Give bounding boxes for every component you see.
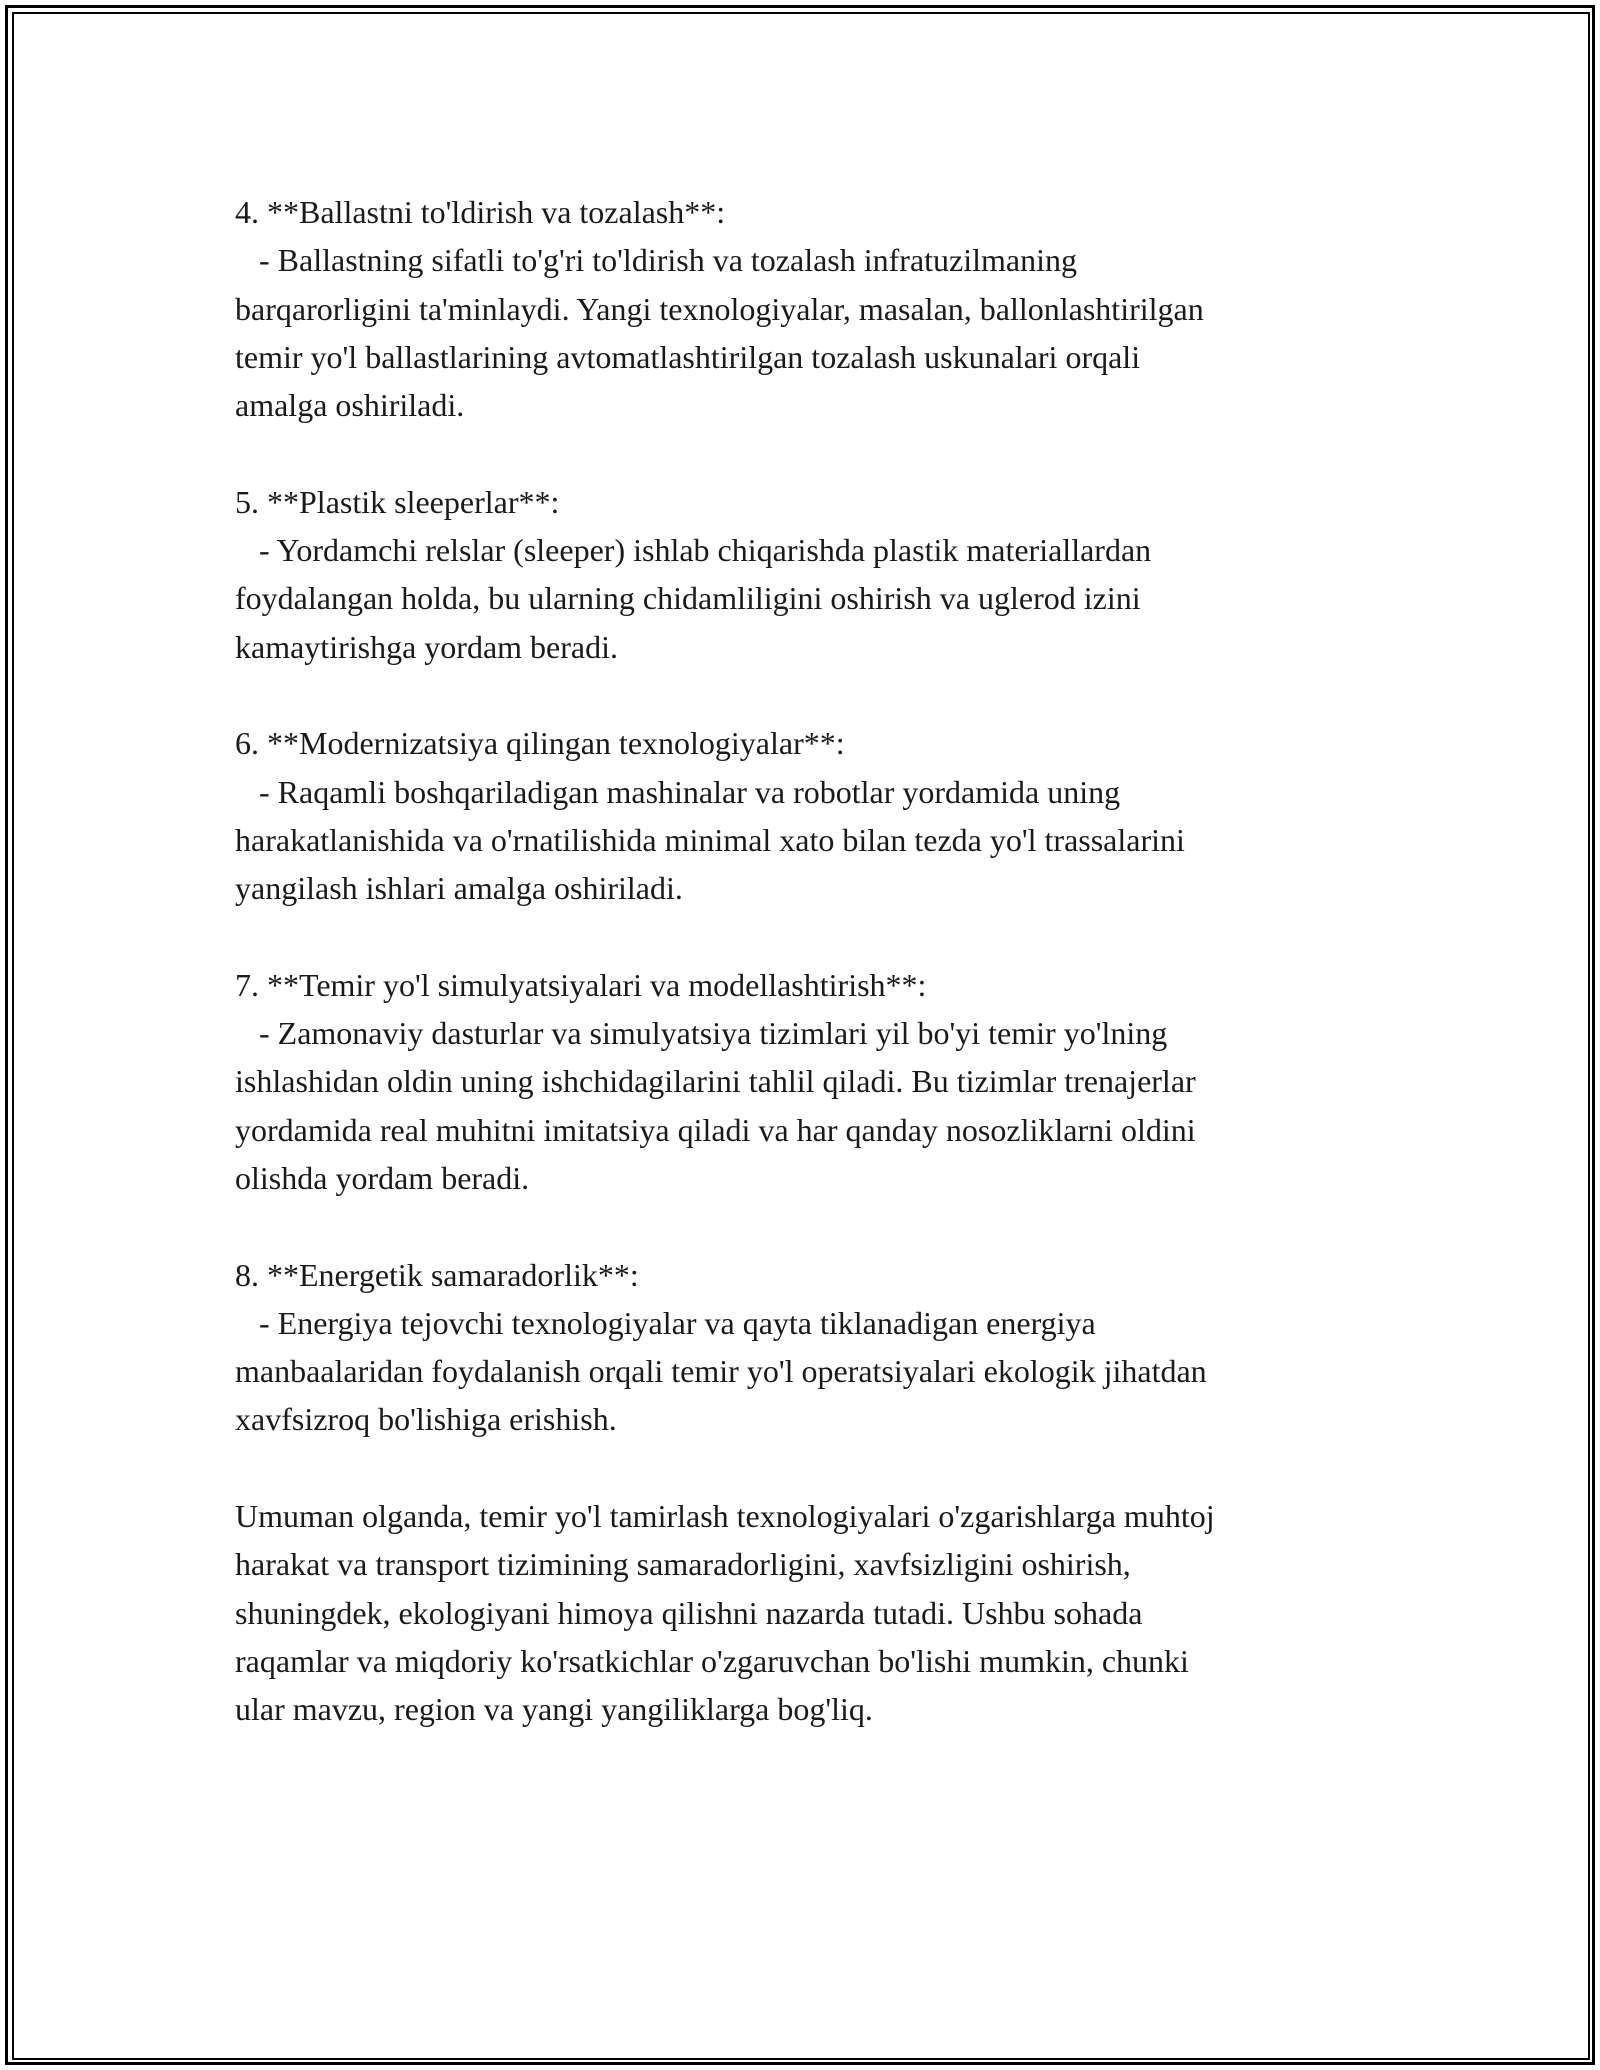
document-body <box>235 188 1385 1782</box>
section-energy-efficiency <box>235 1251 1385 1444</box>
paragraph-line: Umuman olganda, temir yo'l tamirlash texnologiyalari o'zgarishlarga muhtoj <box>235 1498 1215 1535</box>
paragraph-line: harakatlanishida va o'rnatilishida minimal xato bilan tezda yo'l trassalarini <box>235 821 1185 858</box>
paragraph-line: raqamlar va miqdoriy ko'rsatkichlar o'zgaruvchan bo'lishi mumkin, chunki <box>235 1642 1189 1679</box>
paragraph-line: amalga oshiriladi. <box>235 387 465 424</box>
paragraph-line: - Yordamchi relslar (sleeper) ishlab chiqarishda plastik materiallardan <box>235 532 1152 569</box>
section-modernized-tech <box>235 719 1385 912</box>
paragraph-line: - Raqamli boshqariladigan mashinalar va robotlar yordamida uning <box>235 773 1121 810</box>
paragraph-line: harakat va transport tizimining samaradorligini, xavfsizligini oshirish, <box>235 1546 1131 1583</box>
paragraph-line: temir yo'l ballastlarining avtomatlashtirilgan tozalash uskunalari orqali <box>235 338 1141 375</box>
paragraph-line: ular mavzu, region va yangi yangiliklarga bog'liq. <box>235 1691 873 1728</box>
section-heading: 8. **Energetik samaradorlik**: <box>235 1256 639 1293</box>
paragraph-line: manbaalaridan foydalanish orqali temir yo'l operatsiyalari ekologik jihatdan <box>235 1353 1207 1390</box>
paragraph-line: shuningdek, ekologiyani himoya qilishni nazarda tutadi. Ushbu sohada <box>235 1594 1143 1631</box>
section-conclusion <box>235 1492 1385 1733</box>
section-heading: 7. **Temir yo'l simulyatsiyalari va modellashtirish**: <box>235 966 927 1003</box>
paragraph-line: yangilash ishlari amalga oshiriladi. <box>235 870 683 907</box>
paragraph-line: barqarorligini ta'minlaydi. Yangi texnologiyalar, masalan, ballonlashtirilgan <box>235 290 1204 327</box>
paragraph-line: - Zamonaviy dasturlar va simulyatsiya tizimlari yil bo'yi temir yo'lning <box>235 1015 1168 1052</box>
paragraph-line: yordamida real muhitni imitatsiya qiladi va har qanday nosozliklarni oldini <box>235 1111 1196 1148</box>
section-heading: 5. **Plastik sleeperlar**: <box>235 483 560 520</box>
section-plastic-sleepers <box>235 478 1385 671</box>
paragraph-line: - Energiya tejovchi texnologiyalar va qayta tiklanadigan energiya <box>235 1304 1096 1341</box>
paragraph-line: ishlashidan oldin uning ishchidagilarini tahlil qiladi. Bu tizimlar trenajerlar <box>235 1063 1196 1100</box>
section-ballast <box>235 188 1385 429</box>
section-simulation <box>235 961 1385 1202</box>
paragraph-line: kamaytirishga yordam beradi. <box>235 628 618 665</box>
section-heading: 6. **Modernizatsiya qilingan texnologiyalar**: <box>235 725 845 762</box>
paragraph-line: - Ballastning sifatli to'g'ri to'ldirish va tozalash infratuzilmaning <box>235 242 1078 279</box>
paragraph-line: olishda yordam beradi. <box>235 1159 530 1196</box>
paragraph-line: xavfsizroq bo'lishiga erishish. <box>235 1401 617 1438</box>
section-heading: 4. **Ballastni to'ldirish va tozalash**: <box>235 194 726 230</box>
paragraph-line: foydalangan holda, bu ularning chidamliligini oshirish va uglerod izini <box>235 580 1141 617</box>
